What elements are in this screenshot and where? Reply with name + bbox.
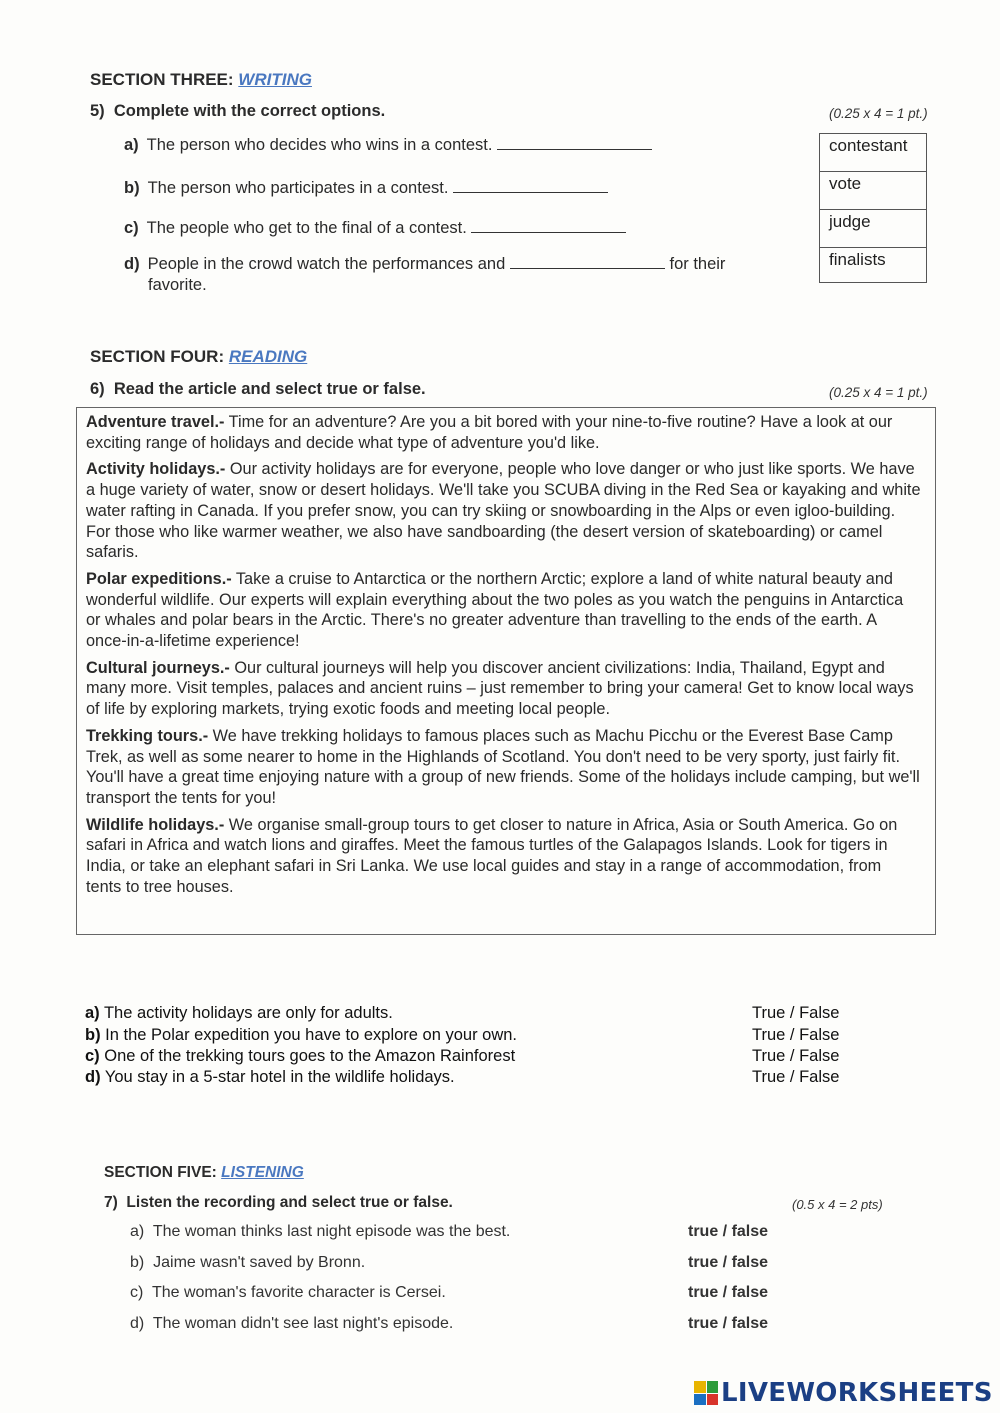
article-paragraph: [86, 459, 921, 563]
section-five-subtitle: LISTENING: [221, 1164, 304, 1181]
logo-text: LIVEWORKSHEETS: [721, 1378, 993, 1408]
statement-letter: b): [130, 1254, 145, 1271]
statement-letter: d): [130, 1315, 145, 1332]
true-false-selector[interactable]: true / false: [688, 1223, 769, 1240]
q5-item-text: The people who get to the final of a contest.: [146, 219, 467, 237]
true-false-selector[interactable]: true / false: [688, 1254, 769, 1271]
article-paragraph-text: Take a cruise to Antarctica or the northern Arctic; explore a land of white natural beauty and wonderful wildlife. Our experts will explain everything about the two poles as you watch the penguins in Antarctica or whales and polar bears in the Arctic. There's no greater adventure than travelling to the ends of the earth. A once-in-a-lifetime experience!: [86, 569, 904, 651]
article-paragraph-text: Our cultural journeys will help you discover ancient civilizations: India, Thailand, Egypt and many more. Visit temples, palaces and ancient ruins – just remember to bring your camera! Get to know local ways of life by exploring markets, trying exotic foods and meeting local people.: [86, 658, 914, 719]
section-four-subtitle: READING: [228, 347, 308, 366]
article-paragraph-heading: Adventure travel.-: [86, 413, 225, 431]
reading-statement-b: [85, 1026, 517, 1045]
true-false-selector[interactable]: True / False: [752, 1047, 840, 1065]
statement-text: The activity holidays are only for adults.: [103, 1004, 393, 1022]
section-five-title: SECTION FIVE:: [104, 1164, 217, 1181]
question-6-points: (0.25 x 4 = 1 pt.): [829, 385, 928, 400]
statement-text: You stay in a 5-star hotel in the wildlife holidays.: [104, 1068, 455, 1086]
q5-item-a: [124, 134, 652, 155]
listening-statement-b: [130, 1254, 365, 1272]
article-paragraph-text: We have trekking holidays to famous places such as Machu Picchu or the Everest Base Camp Trek, as well as some nearer to home in the Highlands of Scotland. You don't need to be very sporty, just fairly fit. You'll have a great time enjoying nature with a group of new friends. Some of the holidays include camping, but we'll transport the tents for you!: [86, 726, 920, 807]
q5-item-text-after: for their: [669, 255, 726, 273]
q5-item-c: [124, 217, 626, 238]
article-paragraph-heading: Trekking tours.-: [86, 726, 209, 745]
article-paragraph-heading: Polar expeditions.-: [86, 569, 232, 588]
article-paragraph-text: Time for an adventure? Are you a bit bored with your nine-to-five routine? Have a look at our exciting range of holidays and decide what type of adventure you'd like.: [86, 413, 893, 452]
article-paragraph: [86, 569, 921, 652]
question-5-points: (0.25 x 4 = 1 pt.): [829, 106, 928, 121]
article-paragraph: [86, 815, 921, 898]
statement-letter: c): [85, 1047, 100, 1065]
statement-letter: a): [130, 1223, 145, 1240]
true-false-selector[interactable]: true / false: [688, 1284, 769, 1301]
reading-statement-c: [85, 1047, 515, 1066]
option-word: judge: [820, 210, 926, 248]
q5-item-b: [124, 177, 608, 198]
reading-article: [76, 407, 936, 935]
statement-text: The woman didn't see last night's episode.: [152, 1315, 454, 1332]
statement-letter: a): [85, 1004, 100, 1022]
q5-item-letter: d): [124, 255, 140, 273]
article-paragraph: [86, 726, 921, 809]
statement-text: One of the trekking tours goes to the Amazon Rainforest: [104, 1047, 516, 1065]
statement-letter: d): [85, 1068, 101, 1086]
true-false-selector[interactable]: true / false: [688, 1315, 769, 1332]
q5-item-letter: c): [124, 219, 139, 237]
word-options-box: [819, 133, 927, 283]
true-false-selector[interactable]: True / False: [752, 1068, 840, 1086]
section-three-title: SECTION THREE:: [90, 70, 234, 89]
q5-item-text: People in the crowd watch the performances and: [147, 255, 506, 273]
listening-statement-a: [130, 1223, 510, 1241]
section-four-title: SECTION FOUR:: [90, 347, 225, 366]
article-paragraph-text: We organise small-group tours to get closer to nature in Africa, Asia or South America. Go on safari in Africa and watch lions and giraffes. Meet the famous turtles of the Galapagos Islands. Look for tigers in India, or take an elephant safari in Sri Lanka. We use local guides and stay in a range of accommodation, from tents to tree houses.: [86, 815, 898, 896]
section-five-heading: [104, 1164, 304, 1182]
article-paragraph: [86, 658, 921, 720]
q5-item-letter: b): [124, 179, 140, 197]
option-word: finalists: [829, 250, 886, 269]
question-6-number: 6): [90, 380, 105, 398]
q5-item-letter: a): [124, 136, 139, 154]
question-6-title: [90, 380, 426, 399]
section-three-heading: [90, 70, 312, 90]
true-false-selector[interactable]: True / False: [752, 1004, 840, 1022]
reading-statement-a: [85, 1004, 393, 1023]
liveworksheets-logo[interactable]: [694, 1378, 993, 1408]
question-7-points: (0.5 x 4 = 2 pts): [792, 1197, 883, 1212]
section-three-subtitle: WRITING: [238, 70, 312, 89]
question-5-title: [90, 102, 385, 121]
liveworksheets-badge-icon: [694, 1381, 718, 1405]
listening-statement-c: [130, 1284, 446, 1302]
article-paragraph-heading: Wildlife holidays.-: [86, 815, 225, 834]
q5-item-text: The person who decides who wins in a contest.: [146, 136, 493, 154]
statement-letter: c): [130, 1284, 144, 1301]
question-7-text: Listen the recording and select true or false.: [126, 1194, 453, 1211]
q5-item-d: [124, 253, 725, 274]
article-paragraph-heading: Activity holidays.-: [86, 460, 226, 479]
option-word: contestant: [820, 134, 926, 172]
question-6-text: Read the article and select true or false.: [113, 380, 426, 398]
question-5-number: 5): [90, 102, 105, 120]
reading-statement-d: [85, 1068, 455, 1087]
answer-blank-b[interactable]: [453, 177, 608, 193]
section-four-heading: [90, 347, 307, 367]
question-7-number: 7): [104, 1194, 118, 1211]
statement-letter: b): [85, 1026, 101, 1044]
article-paragraph-heading: Cultural journeys.-: [86, 658, 230, 677]
answer-blank-a[interactable]: [497, 134, 652, 150]
q5-item-text: The person who participates in a contest.: [147, 179, 449, 197]
article-paragraph: [86, 412, 921, 453]
statement-text: In the Polar expedition you have to explore on your own.: [105, 1026, 518, 1044]
article-paragraph-text: Our activity holidays are for everyone, people who love danger or who just like sports. We have a huge variety of water, snow or desert holidays. We'll take you SCUBA diving in the Red Sea or kayaking and white water rafting in Canada. If you prefer snow, you can try skiing or snowboarding in the Alps or even igloo-building. For those who like warmer weather, we also have sandboarding (the desert version of skateboarding) or camel safaris.: [86, 460, 921, 562]
question-5-text: Complete with the correct options.: [113, 102, 386, 120]
option-word: vote: [820, 172, 926, 210]
statement-text: The woman's favorite character is Cersei.: [151, 1284, 446, 1301]
q5-item-d-continuation: favorite.: [148, 276, 207, 294]
statement-text: Jaime wasn't saved by Bronn.: [153, 1254, 366, 1271]
answer-blank-c[interactable]: [471, 217, 626, 233]
statement-text: The woman thinks last night episode was the best.: [152, 1223, 511, 1240]
answer-blank-d[interactable]: [510, 253, 665, 269]
question-7-title: [104, 1194, 453, 1212]
true-false-selector[interactable]: True / False: [752, 1026, 840, 1044]
listening-statement-d: [130, 1315, 453, 1333]
